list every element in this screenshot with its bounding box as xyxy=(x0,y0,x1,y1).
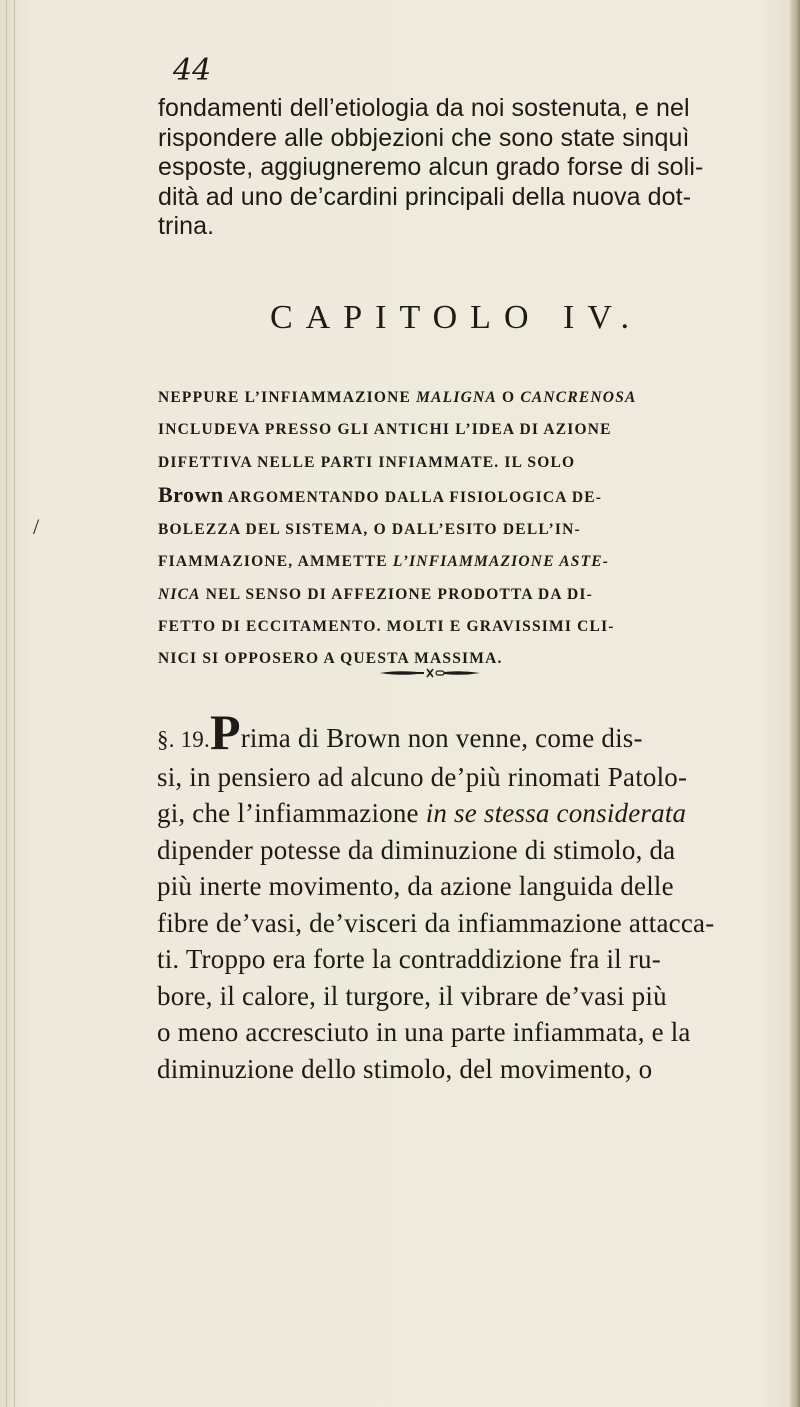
ornament-divider xyxy=(378,667,482,679)
chapter-heading: CAPITOLO IV. xyxy=(270,299,642,336)
chapter-summary xyxy=(158,382,760,676)
text-line: dità ad uno de’cardini principali della nuova dot- xyxy=(158,182,692,211)
text-line xyxy=(157,795,759,832)
summary-text: FIAMMAZIONE, AMMETTE xyxy=(158,553,388,571)
text-line: trina. xyxy=(158,212,215,240)
summary-line: BOLEZZA DEL SISTEMA, O DALL’ESITO DELL’IN- xyxy=(158,521,581,539)
summary-line xyxy=(158,579,760,611)
summary-name: Brown xyxy=(158,481,224,507)
summary-italic: CANCRENOSA xyxy=(520,389,637,406)
summary-italic: L’INFIAMMAZIONE ASTE- xyxy=(392,553,610,571)
text-line: più inerte movimento, da azione languida delle xyxy=(157,871,674,901)
text-fragment: gi, che l’infiammazione xyxy=(157,798,419,828)
margin-mark: / xyxy=(33,514,40,539)
text-line: o meno accresciuto in una parte infiammata, e la xyxy=(157,1017,691,1047)
summary-text: ARGOMENTANDO DALLA FISIOLOGICA DE- xyxy=(227,488,603,506)
summary-line: DIFETTIVA NELLE PARTI INFIAMMATE. IL SOLO xyxy=(158,453,576,471)
summary-line: FETTO DI ECCITAMENTO. MOLTI E GRAVISSIMI CLI- xyxy=(158,618,615,636)
text-line xyxy=(157,704,759,760)
gutter-line xyxy=(14,0,15,1407)
text-line: si, in pensiero ad alcuno de’più rinomati Patolo- xyxy=(157,761,688,792)
summary-line: NICI SI OPPOSERO A QUESTA MASSIMA. xyxy=(158,650,503,668)
text-fragment: rima di Brown non venne, come dis- xyxy=(240,723,643,753)
page-edge xyxy=(790,0,800,1407)
intro-paragraph xyxy=(158,94,760,242)
text-line: diminuzione dello stimolo, del movimento, o xyxy=(157,1053,653,1084)
summary-line xyxy=(158,479,760,514)
text-line: esposte, aggiugneremo alcun grado forse di soli- xyxy=(158,153,704,181)
section-body xyxy=(157,704,759,1087)
text-line: bore, il calore, il turgore, il vibrare de’vasi più xyxy=(157,980,667,1011)
summary-italic: NICA xyxy=(158,585,201,603)
summary-text: O xyxy=(501,389,516,406)
gutter-line xyxy=(6,0,7,1407)
text-line: dipender potesse da diminuzione di stimolo, da xyxy=(157,834,676,865)
summary-italic: MALIGNA xyxy=(416,389,497,406)
summary-line: INCLUDEVA PRESSO GLI ANTICHI L’IDEA DI AZIONE xyxy=(158,421,612,439)
italic-phrase: in se stessa considerata xyxy=(425,798,687,828)
page-number: 44 xyxy=(173,53,212,88)
summary-text: NEPPURE L’INFIAMMAZIONE xyxy=(158,389,412,406)
section-number: §. 19. xyxy=(157,727,210,752)
text-line: rispondere alle obbjezioni che sono state sinquì xyxy=(158,123,690,152)
summary-line xyxy=(158,382,760,414)
text-line: fondamenti dell’etiologia da noi sostenuta, e nel xyxy=(158,94,690,122)
drop-cap: P xyxy=(209,704,241,760)
summary-text: NEL SENSO DI AFFEZIONE PRODOTTA DA DI- xyxy=(205,585,594,603)
summary-line xyxy=(158,546,760,578)
text-line: fibre de’vasi, de’visceri da infiammazione attacca- xyxy=(157,907,715,938)
text-line: ti. Troppo era forte la contraddizione fra il ru- xyxy=(157,944,661,974)
